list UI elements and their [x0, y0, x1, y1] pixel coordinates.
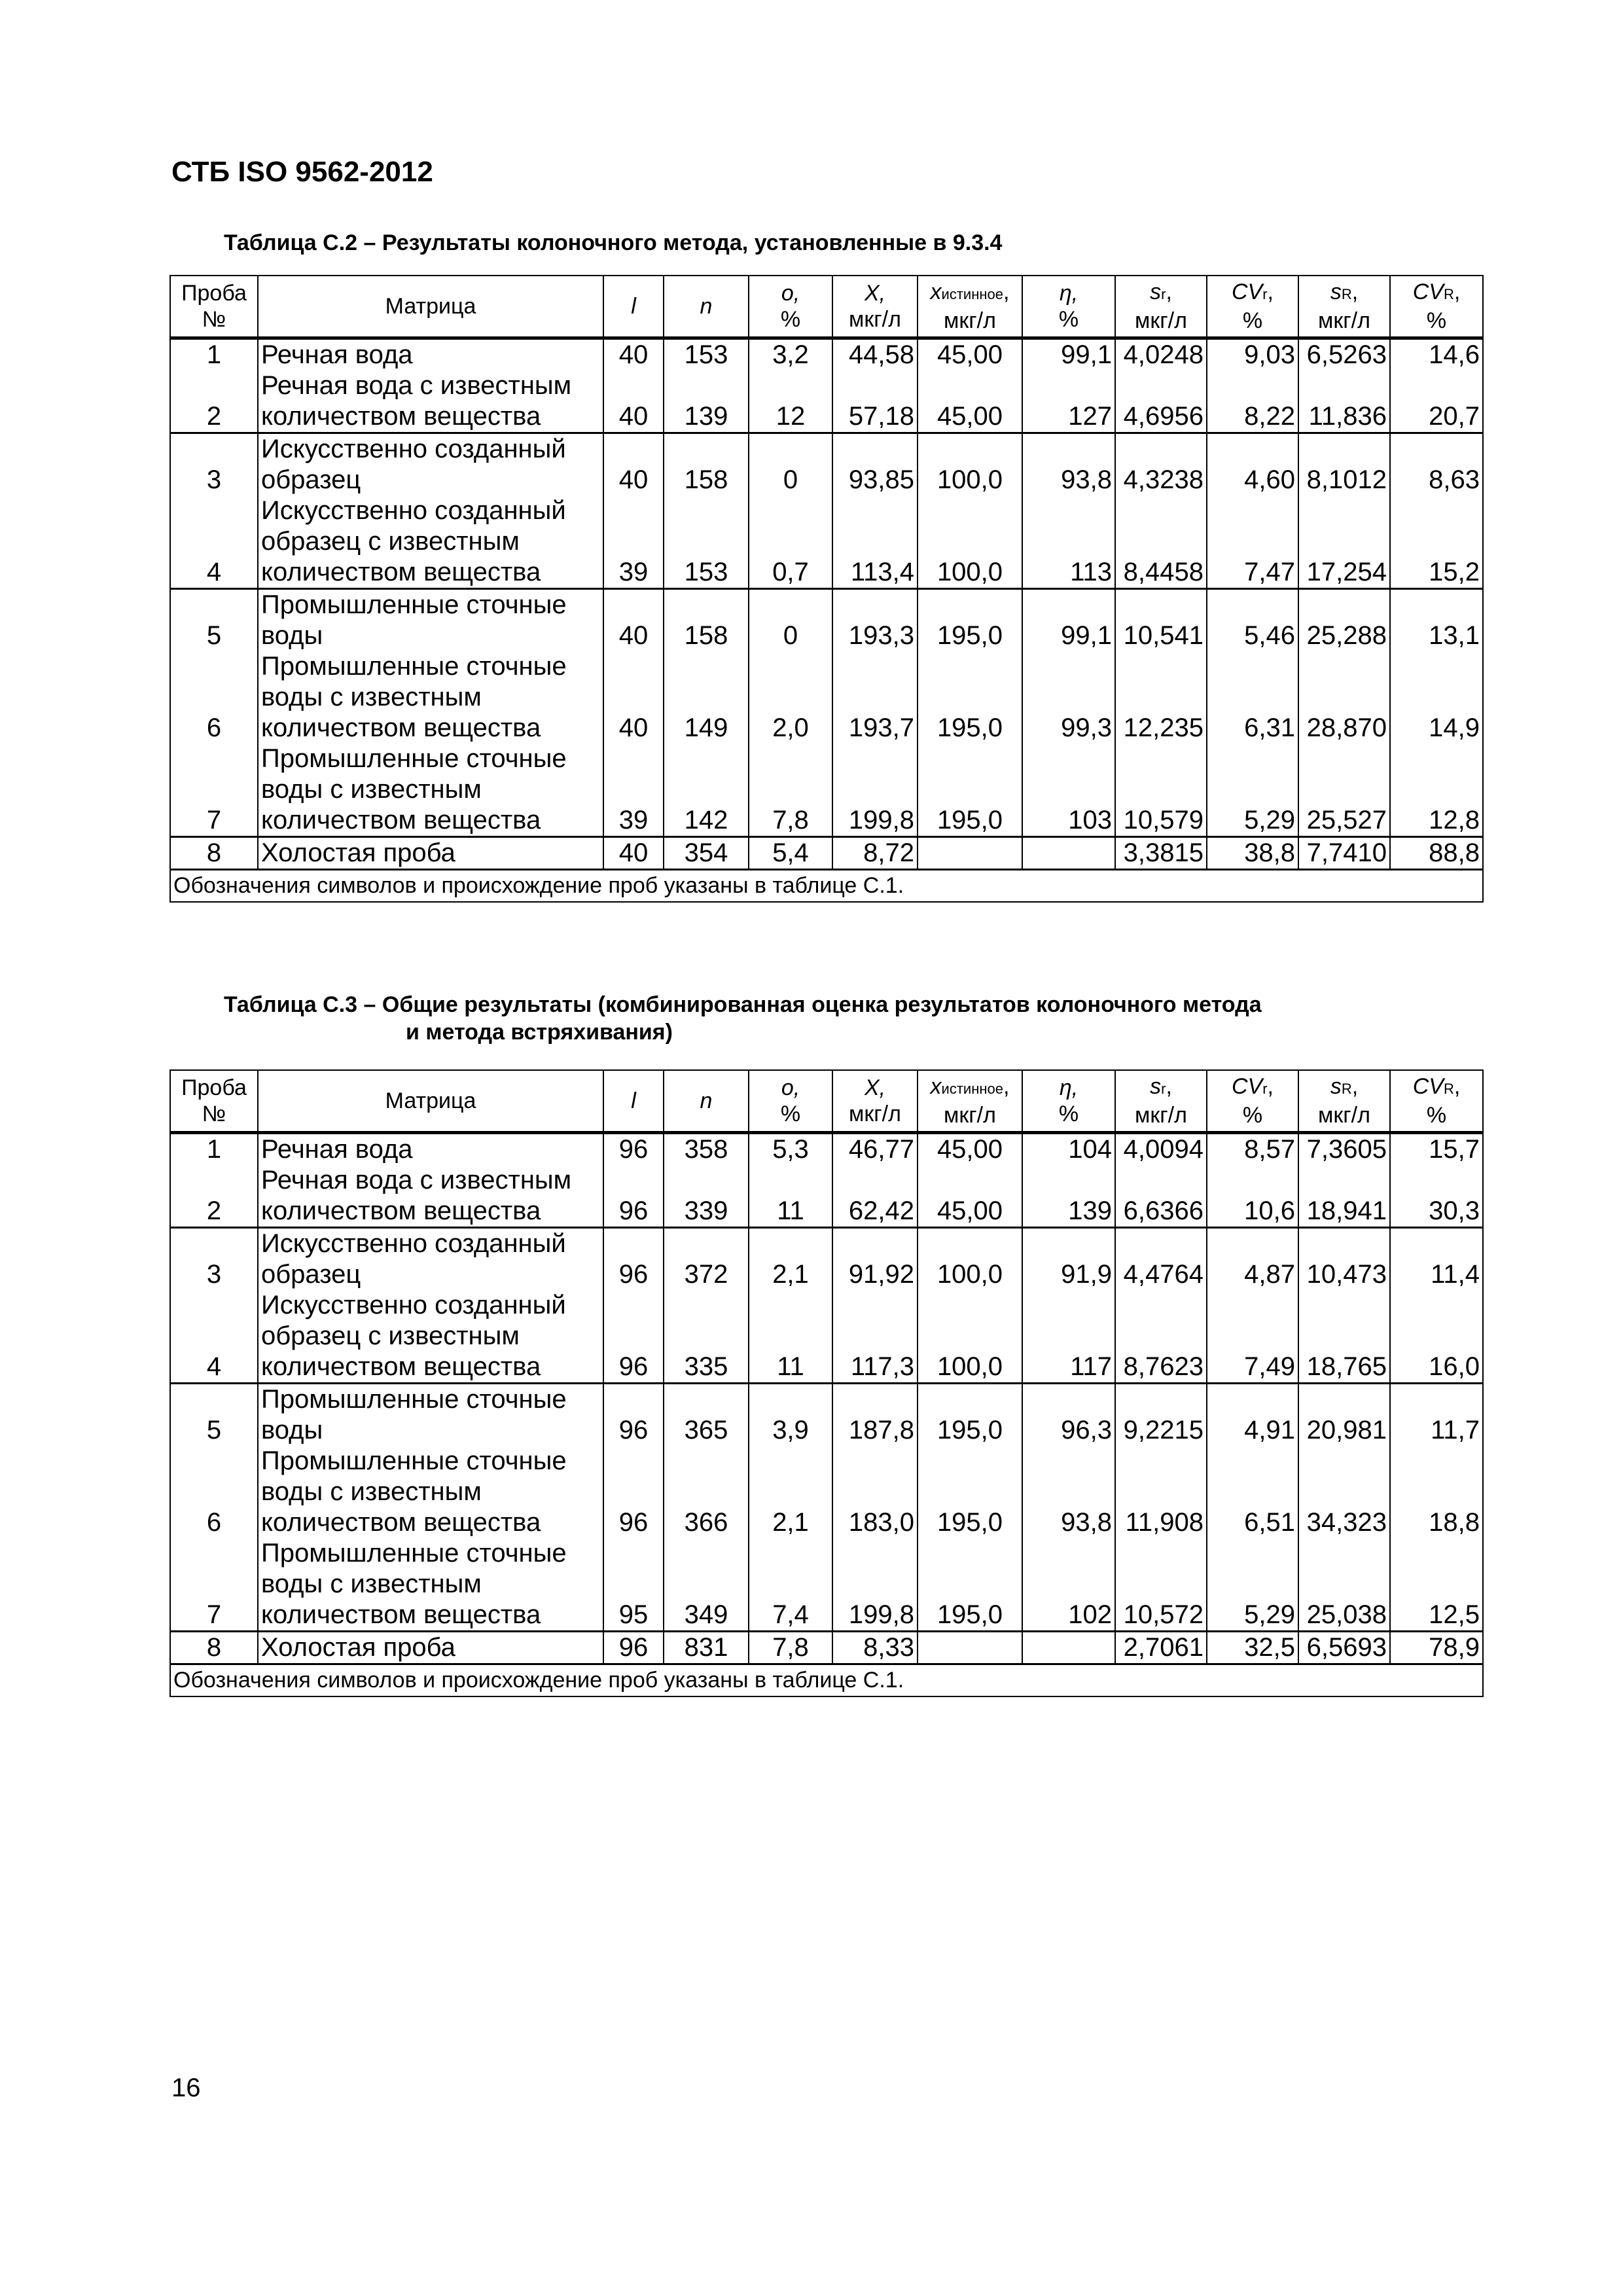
table-row: [170, 651, 1483, 744]
cell-cv-R: 14,6: [1390, 338, 1483, 371]
cell-matrix: [258, 1384, 603, 1446]
cell-s-r: 4,0248: [1115, 338, 1207, 371]
cell-eta: [1022, 1632, 1115, 1664]
cell-l: 39: [603, 495, 664, 589]
cell-l: 95: [603, 1538, 664, 1632]
table-row: [170, 433, 1483, 496]
table-c3-caption: [224, 991, 1262, 1046]
cell-probe: 8: [170, 1632, 258, 1664]
cell-cv-R: 11,7: [1390, 1384, 1483, 1446]
cell-cv-R: 30,3: [1390, 1165, 1483, 1228]
cell-n: 372: [664, 1228, 749, 1291]
cell-matrix: [258, 1133, 603, 1166]
col-n: n: [664, 1070, 749, 1133]
cell-s-r: 6,6366: [1115, 1165, 1207, 1228]
cell-s-R: 28,870: [1298, 651, 1390, 744]
cell-probe: 5: [170, 1384, 258, 1446]
table-row: [170, 837, 1483, 870]
col-matrix: Матрица: [258, 1070, 603, 1133]
cell-s-r: 4,4764: [1115, 1228, 1207, 1291]
col-s-r: sr, мкг/л: [1115, 276, 1207, 338]
cell-eta: 99,1: [1022, 338, 1115, 371]
cell-cv-r: 5,29: [1207, 744, 1298, 837]
table-row: [170, 338, 1483, 371]
cell-s-R: 18,765: [1298, 1290, 1390, 1384]
matrix-line: воды с известным: [261, 1477, 482, 1506]
cell-cv-r: 7,49: [1207, 1290, 1298, 1384]
cell-x-true: 45,00: [918, 338, 1022, 371]
cell-x-mean: 113,4: [832, 495, 918, 589]
cell-matrix: [258, 370, 603, 433]
cell-cv-r: 4,91: [1207, 1384, 1298, 1446]
table-row: [170, 1446, 1483, 1538]
cell-s-r: 4,3238: [1115, 433, 1207, 496]
cell-probe: 4: [170, 495, 258, 589]
col-s-r: sr, мкг/л: [1115, 1070, 1207, 1133]
cell-n: 339: [664, 1165, 749, 1228]
cell-l: 40: [603, 837, 664, 870]
col-s-R: sR, мкг/л: [1298, 276, 1390, 338]
matrix-line: воды с известным: [261, 775, 482, 804]
cell-cv-r: 7,47: [1207, 495, 1298, 589]
table-c3: [169, 1069, 1484, 1697]
cell-s-r: 10,572: [1115, 1538, 1207, 1632]
cell-s-R: 25,038: [1298, 1538, 1390, 1632]
table-row: [170, 1384, 1483, 1446]
cell-cv-r: 4,87: [1207, 1228, 1298, 1291]
cell-cv-r: 38,8: [1207, 837, 1298, 870]
table-note: Обозначения символов и происхождение проб указаны в таблице С.1.: [170, 1664, 1483, 1697]
table-note-row: [170, 870, 1483, 903]
cell-cv-R: 14,9: [1390, 651, 1483, 744]
cell-cv-R: 88,8: [1390, 837, 1483, 870]
cell-s-r: 9,2215: [1115, 1384, 1207, 1446]
cell-n: 153: [664, 495, 749, 589]
cell-probe: 7: [170, 744, 258, 837]
matrix-line: образец: [261, 1260, 361, 1289]
cell-s-R: 10,473: [1298, 1228, 1390, 1291]
cell-x-mean: 62,42: [832, 1165, 918, 1228]
cell-x-true: 195,0: [918, 1538, 1022, 1632]
cell-n: 366: [664, 1446, 749, 1538]
cell-probe: 6: [170, 1446, 258, 1538]
matrix-line: образец: [261, 465, 361, 494]
cell-s-R: 18,941: [1298, 1165, 1390, 1228]
cell-cv-r: 32,5: [1207, 1632, 1298, 1664]
cell-matrix: [258, 495, 603, 589]
cell-matrix: [258, 651, 603, 744]
cell-l: 96: [603, 1133, 664, 1166]
cell-n: 335: [664, 1290, 749, 1384]
page-number: 16: [171, 2073, 201, 2102]
table-row: [170, 1165, 1483, 1228]
cell-x-true: 100,0: [918, 1290, 1022, 1384]
cell-x-true: 195,0: [918, 651, 1022, 744]
matrix-line: Речная вода с известным: [261, 1166, 572, 1194]
cell-o: 2,0: [749, 651, 832, 744]
cell-l: 96: [603, 1632, 664, 1664]
cell-s-R: 7,3605: [1298, 1133, 1390, 1166]
table-c3-caption-line1: Таблица С.3 – Общие результаты (комбинированная оценка результатов колоночного метода: [224, 992, 1262, 1017]
matrix-line: воды: [261, 1416, 323, 1444]
cell-matrix: [258, 589, 603, 652]
cell-l: 40: [603, 433, 664, 496]
col-x-true: xистинное, мкг/л: [918, 276, 1022, 338]
matrix-line: воды с известным: [261, 1570, 482, 1598]
cell-probe: 2: [170, 1165, 258, 1228]
table-row: [170, 589, 1483, 652]
matrix-line: Промышленные сточные: [261, 744, 567, 773]
cell-probe: 4: [170, 1290, 258, 1384]
matrix-line: количеством вещества: [261, 402, 541, 431]
cell-eta: 96,3: [1022, 1384, 1115, 1446]
cell-x-true: 45,00: [918, 370, 1022, 433]
col-cv-R: CVR, %: [1390, 1070, 1483, 1133]
col-l: l: [603, 1070, 664, 1133]
document-header: СТБ ISO 9562-2012: [171, 156, 433, 188]
cell-o: 0,7: [749, 495, 832, 589]
col-x-mean: X, мкг/л: [832, 1070, 918, 1133]
cell-s-r: 12,235: [1115, 651, 1207, 744]
table-row: [170, 1632, 1483, 1664]
table-row: [170, 744, 1483, 837]
cell-matrix: [258, 1228, 603, 1291]
matrix-line: воды с известным: [261, 683, 482, 711]
cell-probe: 6: [170, 651, 258, 744]
cell-x-mean: 93,85: [832, 433, 918, 496]
matrix-line: образец с известным: [261, 527, 520, 556]
matrix-line: Искусственно созданный: [261, 1229, 566, 1258]
cell-s-R: 34,323: [1298, 1446, 1390, 1538]
matrix-line: воды: [261, 621, 323, 650]
matrix-line: количеством вещества: [261, 558, 541, 586]
cell-cv-R: 13,1: [1390, 589, 1483, 652]
cell-o: 2,1: [749, 1228, 832, 1291]
cell-eta: 139: [1022, 1165, 1115, 1228]
cell-x-mean: 187,8: [832, 1384, 918, 1446]
cell-cv-r: 9,03: [1207, 338, 1298, 371]
col-n: n: [664, 276, 749, 338]
table-row: [170, 1538, 1483, 1632]
cell-matrix: [258, 744, 603, 837]
matrix-line: количеством вещества: [261, 713, 541, 742]
cell-s-R: 6,5693: [1298, 1632, 1390, 1664]
matrix-line: количеством вещества: [261, 1600, 541, 1629]
cell-x-mean: 57,18: [832, 370, 918, 433]
cell-n: 139: [664, 370, 749, 433]
cell-x-true: 195,0: [918, 1384, 1022, 1446]
cell-o: 11: [749, 1165, 832, 1228]
table-row: [170, 1228, 1483, 1291]
matrix-line: количеством вещества: [261, 1352, 541, 1381]
cell-cv-R: 18,8: [1390, 1446, 1483, 1538]
cell-o: 3,9: [749, 1384, 832, 1446]
table-note-row: [170, 1664, 1483, 1697]
cell-o: 7,4: [749, 1538, 832, 1632]
cell-x-true: 195,0: [918, 744, 1022, 837]
cell-probe: 1: [170, 1133, 258, 1166]
cell-matrix: [258, 338, 603, 371]
cell-probe: 1: [170, 338, 258, 371]
cell-l: 96: [603, 1290, 664, 1384]
cell-s-r: 3,3815: [1115, 837, 1207, 870]
matrix-line: Искусственно созданный: [261, 496, 566, 525]
matrix-line: количеством вещества: [261, 1196, 541, 1225]
cell-s-r: 10,579: [1115, 744, 1207, 837]
cell-cv-R: 15,2: [1390, 495, 1483, 589]
cell-n: 365: [664, 1384, 749, 1446]
table-c2: [169, 275, 1484, 903]
col-o: o, %: [749, 1070, 832, 1133]
cell-eta: 102: [1022, 1538, 1115, 1632]
table-c3-caption-line2: и метода встряхивания): [406, 1020, 673, 1045]
table-row: [170, 495, 1483, 589]
cell-o: 3,2: [749, 338, 832, 371]
cell-cv-R: 20,7: [1390, 370, 1483, 433]
cell-n: 158: [664, 433, 749, 496]
cell-cv-R: 15,7: [1390, 1133, 1483, 1166]
cell-s-R: 6,5263: [1298, 338, 1390, 371]
matrix-line: Промышленные сточные: [261, 1539, 567, 1568]
cell-x-true: 45,00: [918, 1133, 1022, 1166]
col-matrix: Матрица: [258, 276, 603, 338]
cell-matrix: [258, 837, 603, 870]
cell-o: 0: [749, 433, 832, 496]
cell-cv-r: 8,57: [1207, 1133, 1298, 1166]
cell-x-mean: 44,58: [832, 338, 918, 371]
cell-probe: 2: [170, 370, 258, 433]
cell-x-mean: 46,77: [832, 1133, 918, 1166]
cell-cv-r: 6,51: [1207, 1446, 1298, 1538]
cell-o: 2,1: [749, 1446, 832, 1538]
cell-eta: 127: [1022, 370, 1115, 433]
col-o: o, %: [749, 276, 832, 338]
col-x-true: xистинное, мкг/л: [918, 1070, 1022, 1133]
cell-cv-r: 10,6: [1207, 1165, 1298, 1228]
cell-s-R: 20,981: [1298, 1384, 1390, 1446]
cell-x-mean: 193,3: [832, 589, 918, 652]
cell-n: 354: [664, 837, 749, 870]
cell-o: 5,4: [749, 837, 832, 870]
matrix-line: количеством вещества: [261, 1508, 541, 1537]
cell-x-true: 100,0: [918, 1228, 1022, 1291]
cell-o: 7,8: [749, 744, 832, 837]
cell-eta: 99,1: [1022, 589, 1115, 652]
col-x-mean: X, мкг/л: [832, 276, 918, 338]
cell-x-mean: 117,3: [832, 1290, 918, 1384]
cell-cv-R: 11,4: [1390, 1228, 1483, 1291]
cell-eta: 93,8: [1022, 433, 1115, 496]
cell-cv-R: 12,5: [1390, 1538, 1483, 1632]
cell-x-true: [918, 837, 1022, 870]
cell-l: 40: [603, 338, 664, 371]
cell-l: 40: [603, 589, 664, 652]
col-cv-r: CVr, %: [1207, 276, 1298, 338]
table-note: Обозначения символов и происхождение проб указаны в таблице С.1.: [170, 870, 1483, 903]
matrix-line: Промышленные сточные: [261, 590, 567, 619]
matrix-line: Речная вода: [261, 340, 413, 369]
col-cv-R: CVR, %: [1390, 276, 1483, 338]
cell-x-mean: 199,8: [832, 1538, 918, 1632]
cell-eta: 99,3: [1022, 651, 1115, 744]
col-eta: η, %: [1022, 276, 1115, 338]
cell-x-mean: 8,33: [832, 1632, 918, 1664]
table-header-row: [170, 276, 1483, 338]
col-probe: Проба №: [170, 1070, 258, 1133]
col-s-R: sR, мкг/л: [1298, 1070, 1390, 1133]
table-header-row: [170, 1070, 1483, 1133]
matrix-line: Речная вода: [261, 1135, 413, 1164]
cell-l: 39: [603, 744, 664, 837]
cell-eta: 93,8: [1022, 1446, 1115, 1538]
matrix-line: Промышленные сточные: [261, 1385, 567, 1414]
table-row: [170, 1133, 1483, 1166]
cell-n: 158: [664, 589, 749, 652]
cell-s-r: 11,908: [1115, 1446, 1207, 1538]
cell-probe: 3: [170, 433, 258, 496]
cell-matrix: [258, 1538, 603, 1632]
cell-l: 96: [603, 1446, 664, 1538]
cell-cv-R: 12,8: [1390, 744, 1483, 837]
cell-o: 12: [749, 370, 832, 433]
cell-matrix: [258, 1165, 603, 1228]
cell-x-true: 195,0: [918, 589, 1022, 652]
matrix-line: Речная вода с известным: [261, 371, 572, 400]
cell-eta: [1022, 837, 1115, 870]
col-eta: η, %: [1022, 1070, 1115, 1133]
matrix-line: Промышленные сточные: [261, 652, 567, 681]
cell-n: 831: [664, 1632, 749, 1664]
cell-n: 349: [664, 1538, 749, 1632]
cell-x-true: [918, 1632, 1022, 1664]
cell-eta: 117: [1022, 1290, 1115, 1384]
cell-eta: 103: [1022, 744, 1115, 837]
table-row: [170, 1290, 1483, 1384]
cell-s-r: 2,7061: [1115, 1632, 1207, 1664]
cell-matrix: [258, 1632, 603, 1664]
cell-matrix: [258, 433, 603, 496]
cell-x-true: 100,0: [918, 433, 1022, 496]
cell-s-R: 25,288: [1298, 589, 1390, 652]
cell-o: 7,8: [749, 1632, 832, 1664]
cell-eta: 113: [1022, 495, 1115, 589]
cell-eta: 104: [1022, 1133, 1115, 1166]
cell-s-R: 8,1012: [1298, 433, 1390, 496]
cell-cv-R: 78,9: [1390, 1632, 1483, 1664]
cell-eta: 91,9: [1022, 1228, 1115, 1291]
cell-s-r: 10,541: [1115, 589, 1207, 652]
cell-s-r: 4,6956: [1115, 370, 1207, 433]
cell-matrix: [258, 1446, 603, 1538]
matrix-line: Промышленные сточные: [261, 1446, 567, 1475]
cell-l: 96: [603, 1384, 664, 1446]
matrix-line: количеством вещества: [261, 806, 541, 834]
cell-x-mean: 199,8: [832, 744, 918, 837]
table-c2-caption: Таблица С.2 – Результаты колоночного метода, установленные в 9.3.4: [224, 230, 1003, 255]
cell-x-true: 100,0: [918, 495, 1022, 589]
cell-n: 142: [664, 744, 749, 837]
cell-x-mean: 91,92: [832, 1228, 918, 1291]
cell-l: 40: [603, 651, 664, 744]
cell-s-r: 4,0094: [1115, 1133, 1207, 1166]
col-l: l: [603, 276, 664, 338]
cell-l: 40: [603, 370, 664, 433]
cell-probe: 8: [170, 837, 258, 870]
cell-s-r: 8,4458: [1115, 495, 1207, 589]
cell-matrix: [258, 1290, 603, 1384]
cell-x-true: 45,00: [918, 1165, 1022, 1228]
cell-cv-r: 6,31: [1207, 651, 1298, 744]
cell-o: 5,3: [749, 1133, 832, 1166]
matrix-line: Искусственно созданный: [261, 435, 566, 463]
cell-s-R: 7,7410: [1298, 837, 1390, 870]
cell-cv-R: 16,0: [1390, 1290, 1483, 1384]
cell-n: 358: [664, 1133, 749, 1166]
col-probe: Проба №: [170, 276, 258, 338]
cell-cv-r: 5,29: [1207, 1538, 1298, 1632]
cell-s-r: 8,7623: [1115, 1290, 1207, 1384]
cell-s-R: 17,254: [1298, 495, 1390, 589]
table-row: [170, 370, 1483, 433]
cell-n: 153: [664, 338, 749, 371]
cell-x-mean: 183,0: [832, 1446, 918, 1538]
cell-n: 149: [664, 651, 749, 744]
cell-o: 0: [749, 589, 832, 652]
cell-cv-r: 8,22: [1207, 370, 1298, 433]
cell-s-R: 11,836: [1298, 370, 1390, 433]
cell-cv-r: 4,60: [1207, 433, 1298, 496]
cell-x-true: 195,0: [918, 1446, 1022, 1538]
cell-x-mean: 8,72: [832, 837, 918, 870]
cell-s-R: 25,527: [1298, 744, 1390, 837]
cell-l: 96: [603, 1228, 664, 1291]
matrix-line: образец с известным: [261, 1321, 520, 1350]
cell-o: 11: [749, 1290, 832, 1384]
cell-probe: 5: [170, 589, 258, 652]
matrix-line: Холостая проба: [261, 1633, 455, 1662]
cell-cv-r: 5,46: [1207, 589, 1298, 652]
cell-cv-R: 8,63: [1390, 433, 1483, 496]
matrix-line: Искусственно созданный: [261, 1291, 566, 1319]
matrix-line: Холостая проба: [261, 838, 455, 867]
col-cv-r: CVr, %: [1207, 1070, 1298, 1133]
cell-l: 96: [603, 1165, 664, 1228]
cell-probe: 3: [170, 1228, 258, 1291]
cell-probe: 7: [170, 1538, 258, 1632]
cell-x-mean: 193,7: [832, 651, 918, 744]
